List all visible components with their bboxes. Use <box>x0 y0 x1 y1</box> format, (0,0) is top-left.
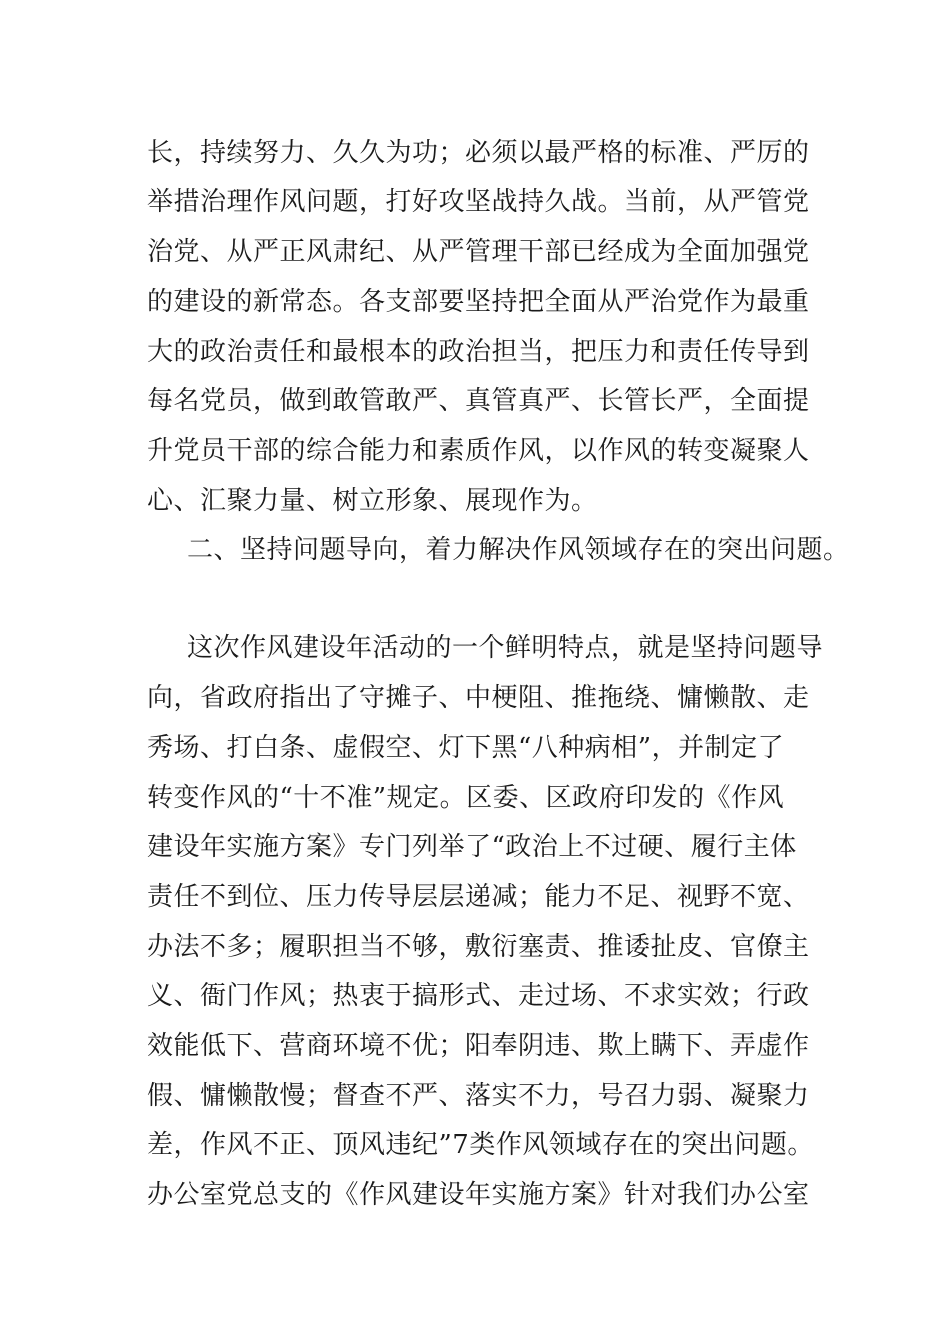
paragraph-line: 这次作风建设年活动的一个鲜明特点，就是坚持问题导 <box>187 633 824 663</box>
paragraph-line: 效能低下、营商环境不优；阳奉阴违、欺上瞒下、弄虚作 <box>147 1031 810 1061</box>
paragraph-line: 向，省政府指出了守摊子、中梗阻、推拖绕、慵懒散、走 <box>147 683 810 713</box>
paragraph-line: 转变作风的“十不准”规定。区委、区政府印发的《作风 <box>147 783 785 813</box>
paragraph-line: 办法不多；履职担当不够，敷衍塞责、推诿扯皮、官僚主 <box>147 932 810 962</box>
paragraph-line: 治党、从严正风肃纪、从严管理干部已经成为全面加强党 <box>147 237 810 267</box>
paragraph-line: 假、慵懒散慢；督查不严、落实不力，号召力弱、凝聚力 <box>147 1081 810 1111</box>
paragraph-line: 义、衙门作风；热衷于搞形式、走过场、不求实效；行政 <box>147 981 810 1011</box>
paragraph-line: 建设年实施方案》专门列举了“政治上不过硬、履行主体 <box>147 832 797 862</box>
section-heading: 二、坚持问题导向，着力解决作风领域存在的突出问题。 <box>187 535 850 565</box>
paragraph-line: 责任不到位、压力传导层层递减；能力不足、视野不宽、 <box>147 882 810 912</box>
paragraph-line: 的建设的新常态。各支部要坚持把全面从严治党作为最重 <box>147 287 810 317</box>
paragraph-line: 升党员干部的综合能力和素质作风，以作风的转变凝聚人 <box>147 436 810 466</box>
paragraph-line: 举措治理作风问题，打好攻坚战持久战。当前，从严管党 <box>147 187 810 217</box>
paragraph-line: 心、汇聚力量、树立形象、展现作为。 <box>147 486 598 516</box>
paragraph-line: 秀场、打白条、虚假空、灯下黑“八种病相”，并制定了 <box>147 733 785 763</box>
paragraph-line: 差，作风不正、顶风违纪”7类作风领域存在的突出问题。 <box>147 1130 814 1160</box>
paragraph-line: 每名党员，做到敢管敢严、真管真严、长管长严，全面提 <box>147 386 810 416</box>
paragraph-line: 办公室党总支的《作风建设年实施方案》针对我们办公室 <box>147 1180 810 1210</box>
paragraph-line: 大的政治责任和最根本的政治担当，把压力和责任传导到 <box>147 337 810 367</box>
paragraph-line: 长，持续努力、久久为功；必须以最严格的标准、严厉的 <box>147 138 810 168</box>
